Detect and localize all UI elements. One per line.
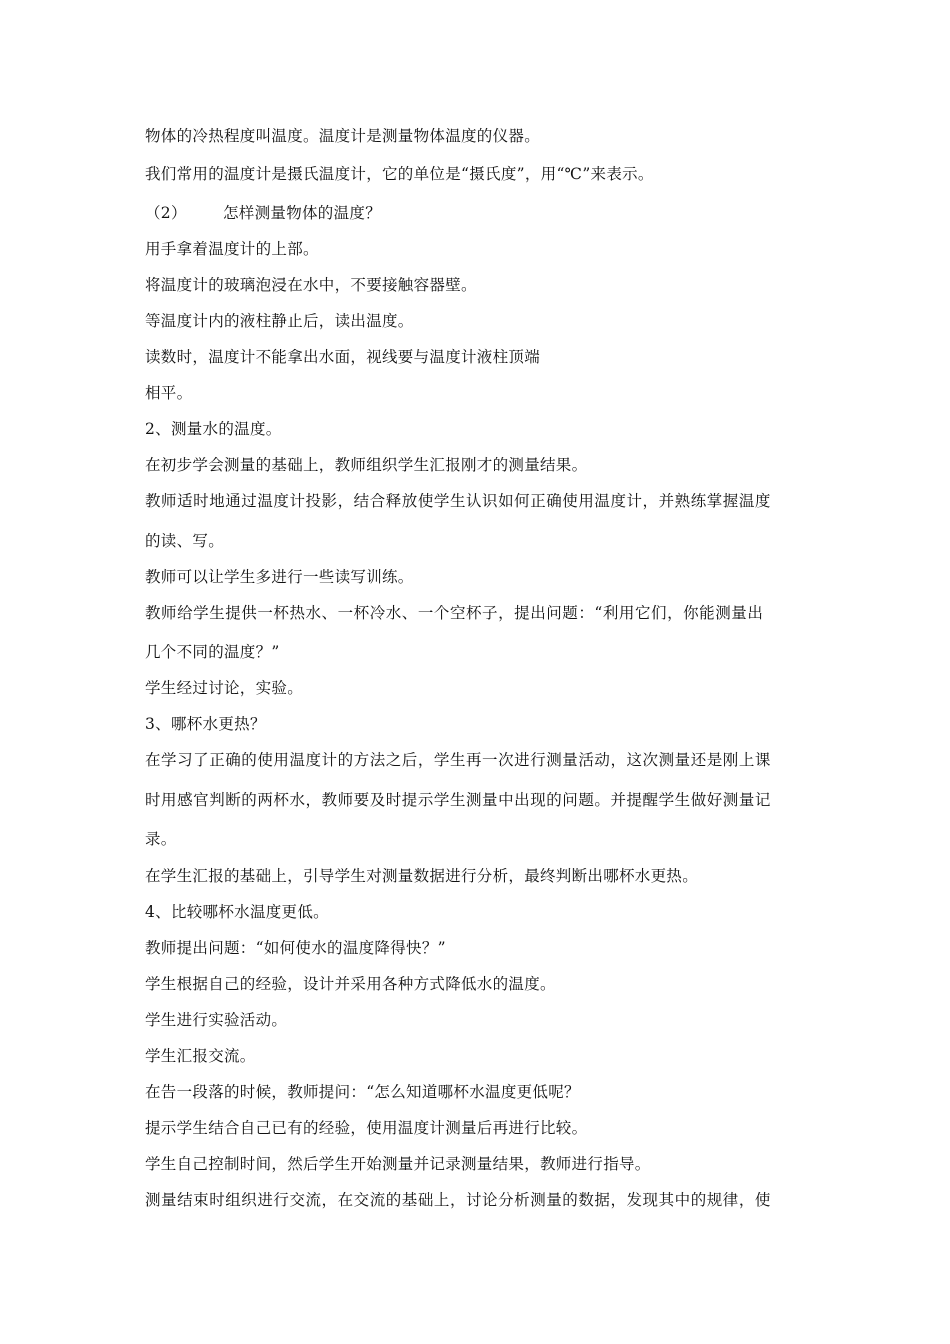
- paragraph-line: 学生自己控制时间，然后学生开始测量并记录测量结果，教师进行指导。: [145, 1155, 651, 1173]
- step-heading: 2、测量水的温度。: [145, 420, 282, 438]
- paragraph-line: 将温度计的玻璃泡浸在水中，不要接触容器壁。: [145, 276, 477, 294]
- paragraph-line: 的读、写。: [145, 532, 225, 550]
- section-title: 怎样测量物体的温度？: [223, 204, 382, 222]
- paragraph-line: 测量结束时组织进行交流，在交流的基础上，讨论分析测量的数据，发现其中的规律，使: [145, 1191, 771, 1209]
- paragraph-line: 在学生汇报的基础上，引导学生对测量数据进行分析，最终判断出哪杯水更热。: [145, 867, 699, 885]
- paragraph-line: 录。: [145, 830, 177, 848]
- paragraph-line: 教师可以让学生多进行一些读写训练。: [145, 568, 414, 586]
- step-heading: 4、比较哪杯水温度更低。: [145, 903, 329, 921]
- paragraph-line: 等温度计内的液柱静止后，读出温度。: [145, 312, 414, 330]
- paragraph-line: 教师给学生提供一杯热水、一杯冷水、一个空杯子，提出问题：“利用它们，你能测量出: [145, 604, 764, 622]
- paragraph-line: 我们常用的温度计是摄氏温度计，它的单位是“摄氏度”，用“℃”来表示。: [145, 165, 654, 183]
- paragraph-line: 读数时，温度计不能拿出水面，视线要与温度计液柱顶端: [145, 348, 541, 366]
- paragraph-line: 相平。: [145, 384, 193, 402]
- paragraph-line: 学生进行实验活动。: [145, 1011, 288, 1029]
- paragraph-line: 在学习了正确的使用温度计的方法之后，学生再一次进行测量活动，这次测量还是刚上课: [145, 751, 771, 769]
- paragraph-line: 学生经过讨论，实验。: [145, 679, 304, 697]
- step-heading: 3、哪杯水更热？: [145, 715, 266, 733]
- paragraph-line: 几个不同的温度？”: [145, 643, 280, 661]
- section-heading: [145, 203, 381, 223]
- paragraph-line: 物体的冷热程度叫温度。温度计是测量物体温度的仪器。: [145, 127, 541, 145]
- section-number: （2）: [145, 204, 187, 222]
- paragraph-line: 在初步学会测量的基础上，教师组织学生汇报刚才的测量结果。: [145, 456, 588, 474]
- paragraph-line: 教师适时地通过温度计投影，结合释放使学生认识如何正确使用温度计，并熟练掌握温度: [145, 492, 771, 510]
- paragraph-line: 学生根据自己的经验，设计并采用各种方式降低水的温度。: [145, 975, 556, 993]
- paragraph-line: 时用感官判断的两杯水，教师要及时提示学生测量中出现的问题。并提醒学生做好测量记: [145, 791, 771, 809]
- paragraph-line: 在告一段落的时候，教师提问：“怎么知道哪杯水温度更低呢？: [145, 1083, 580, 1101]
- paragraph-line: 教师提出问题：“如何使水的温度降得快？”: [145, 939, 446, 957]
- paragraph-line: 学生汇报交流。: [145, 1047, 256, 1065]
- paragraph-line: 提示学生结合自己已有的经验，使用温度计测量后再进行比较。: [145, 1119, 588, 1137]
- paragraph-line: 用手拿着温度计的上部。: [145, 240, 319, 258]
